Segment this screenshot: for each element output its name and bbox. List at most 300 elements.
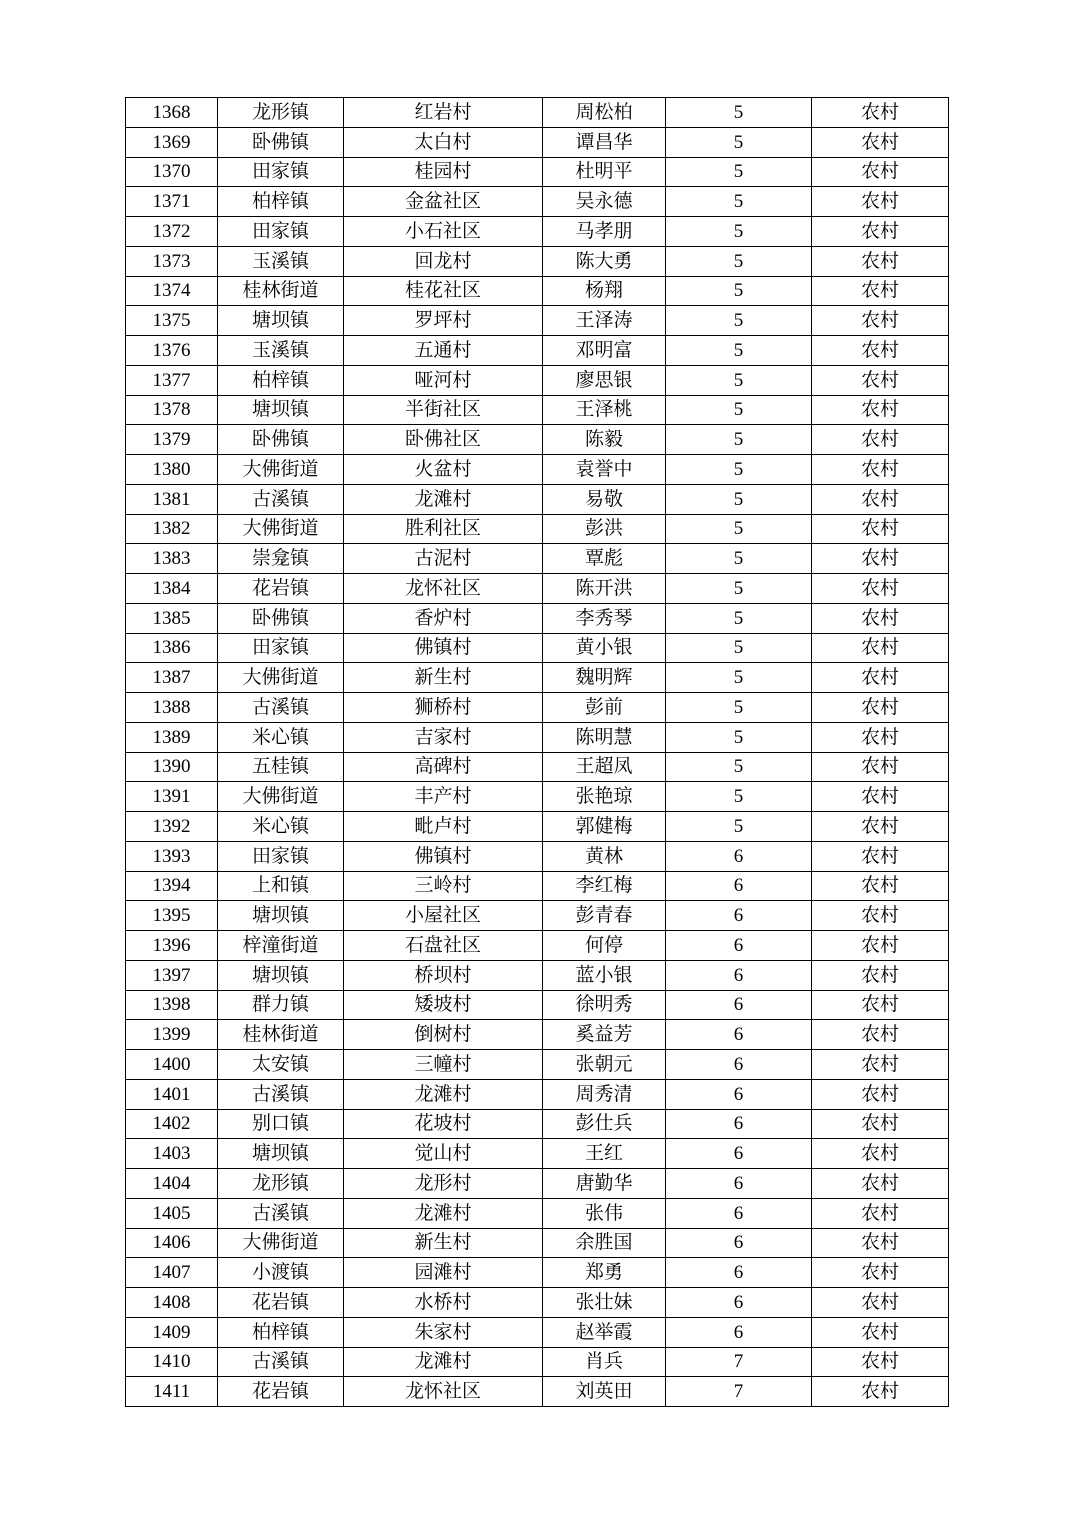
category-cell: 农村 [812, 1288, 949, 1318]
row-number: 1392 [126, 812, 218, 842]
row-number: 1395 [126, 901, 218, 931]
person-name-cell: 徐明秀 [543, 990, 666, 1020]
person-name-cell: 唐勤华 [543, 1169, 666, 1199]
row-number: 1383 [126, 544, 218, 574]
row-number: 1400 [126, 1050, 218, 1080]
village-cell: 桥坝村 [344, 960, 543, 990]
table-row [126, 633, 949, 663]
category-cell: 农村 [812, 1228, 949, 1258]
table-row [126, 336, 949, 366]
village-cell: 吉家村 [344, 722, 543, 752]
row-number: 1406 [126, 1228, 218, 1258]
table-row [126, 1258, 949, 1288]
table-row [126, 306, 949, 336]
level-cell: 5 [666, 365, 812, 395]
village-cell: 龙滩村 [344, 484, 543, 514]
person-name-cell: 邓明富 [543, 336, 666, 366]
category-cell: 农村 [812, 98, 949, 128]
row-number: 1382 [126, 514, 218, 544]
category-cell: 农村 [812, 425, 949, 455]
category-cell: 农村 [812, 306, 949, 336]
village-cell: 丰产村 [344, 782, 543, 812]
person-name-cell: 魏明辉 [543, 663, 666, 693]
level-cell: 5 [666, 603, 812, 633]
level-cell: 5 [666, 574, 812, 604]
level-cell: 5 [666, 752, 812, 782]
table-row [126, 1050, 949, 1080]
township-cell: 古溪镇 [218, 1079, 344, 1109]
table-row [126, 1139, 949, 1169]
table-row [126, 603, 949, 633]
table-row [126, 1169, 949, 1199]
township-cell: 卧佛镇 [218, 127, 344, 157]
table-row [126, 990, 949, 1020]
category-cell: 农村 [812, 931, 949, 961]
row-number: 1396 [126, 931, 218, 961]
table-row [126, 1347, 949, 1377]
row-number: 1378 [126, 395, 218, 425]
level-cell: 6 [666, 960, 812, 990]
row-number: 1390 [126, 752, 218, 782]
person-name-cell: 周秀清 [543, 1079, 666, 1109]
township-cell: 大佛街道 [218, 514, 344, 544]
township-cell: 柏梓镇 [218, 1317, 344, 1347]
person-name-cell: 杨翔 [543, 276, 666, 306]
township-cell: 古溪镇 [218, 693, 344, 723]
person-name-cell: 黄林 [543, 841, 666, 871]
village-cell: 佛镇村 [344, 841, 543, 871]
row-number: 1387 [126, 663, 218, 693]
category-cell: 农村 [812, 365, 949, 395]
township-cell: 米心镇 [218, 812, 344, 842]
person-name-cell: 张壮妹 [543, 1288, 666, 1318]
village-cell: 金盆社区 [344, 187, 543, 217]
level-cell: 7 [666, 1347, 812, 1377]
row-number: 1410 [126, 1347, 218, 1377]
level-cell: 6 [666, 901, 812, 931]
level-cell: 6 [666, 1228, 812, 1258]
township-cell: 桂林街道 [218, 1020, 344, 1050]
township-cell: 龙形镇 [218, 98, 344, 128]
person-name-cell: 张艳琼 [543, 782, 666, 812]
category-cell: 农村 [812, 1050, 949, 1080]
level-cell: 5 [666, 455, 812, 485]
table-row [126, 365, 949, 395]
township-cell: 上和镇 [218, 871, 344, 901]
row-number: 1376 [126, 336, 218, 366]
category-cell: 农村 [812, 901, 949, 931]
township-cell: 小渡镇 [218, 1258, 344, 1288]
village-cell: 佛镇村 [344, 633, 543, 663]
table-row [126, 931, 949, 961]
person-name-cell: 彭洪 [543, 514, 666, 544]
person-name-cell: 陈开洪 [543, 574, 666, 604]
level-cell: 5 [666, 306, 812, 336]
village-cell: 水桥村 [344, 1288, 543, 1318]
row-number: 1411 [126, 1377, 218, 1407]
person-name-cell: 黄小银 [543, 633, 666, 663]
row-number: 1407 [126, 1258, 218, 1288]
row-number: 1404 [126, 1169, 218, 1199]
person-name-cell: 王红 [543, 1139, 666, 1169]
person-name-cell: 刘英田 [543, 1377, 666, 1407]
row-number: 1374 [126, 276, 218, 306]
village-cell: 太白村 [344, 127, 543, 157]
township-cell: 别口镇 [218, 1109, 344, 1139]
township-cell: 大佛街道 [218, 1228, 344, 1258]
row-number: 1405 [126, 1198, 218, 1228]
village-cell: 石盘社区 [344, 931, 543, 961]
person-name-cell: 陈明慧 [543, 722, 666, 752]
category-cell: 农村 [812, 544, 949, 574]
table-row [126, 484, 949, 514]
row-number: 1398 [126, 990, 218, 1020]
level-cell: 6 [666, 1258, 812, 1288]
category-cell: 农村 [812, 574, 949, 604]
category-cell: 农村 [812, 1198, 949, 1228]
category-cell: 农村 [812, 484, 949, 514]
row-number: 1408 [126, 1288, 218, 1318]
row-number: 1388 [126, 693, 218, 723]
category-cell: 农村 [812, 127, 949, 157]
person-name-cell: 陈毅 [543, 425, 666, 455]
row-number: 1401 [126, 1079, 218, 1109]
township-cell: 古溪镇 [218, 1347, 344, 1377]
township-cell: 桂林街道 [218, 276, 344, 306]
category-cell: 农村 [812, 1347, 949, 1377]
township-cell: 古溪镇 [218, 484, 344, 514]
category-cell: 农村 [812, 871, 949, 901]
category-cell: 农村 [812, 990, 949, 1020]
village-cell: 古泥村 [344, 544, 543, 574]
level-cell: 6 [666, 1020, 812, 1050]
row-number: 1381 [126, 484, 218, 514]
row-number: 1399 [126, 1020, 218, 1050]
township-cell: 卧佛镇 [218, 603, 344, 633]
person-name-cell: 周松柏 [543, 98, 666, 128]
table-row [126, 187, 949, 217]
table-row [126, 455, 949, 485]
village-cell: 矮坡村 [344, 990, 543, 1020]
person-name-cell: 王泽桃 [543, 395, 666, 425]
township-cell: 柏梓镇 [218, 187, 344, 217]
person-name-cell: 何停 [543, 931, 666, 961]
table-row [126, 752, 949, 782]
table-row [126, 246, 949, 276]
township-cell: 龙形镇 [218, 1169, 344, 1199]
township-cell: 群力镇 [218, 990, 344, 1020]
township-cell: 田家镇 [218, 633, 344, 663]
township-cell: 卧佛镇 [218, 425, 344, 455]
category-cell: 农村 [812, 1258, 949, 1288]
village-cell: 龙怀社区 [344, 574, 543, 604]
person-name-cell: 张朝元 [543, 1050, 666, 1080]
level-cell: 5 [666, 544, 812, 574]
village-cell: 五通村 [344, 336, 543, 366]
level-cell: 6 [666, 990, 812, 1020]
person-name-cell: 肖兵 [543, 1347, 666, 1377]
table-row [126, 1020, 949, 1050]
level-cell: 6 [666, 841, 812, 871]
village-cell: 倒树村 [344, 1020, 543, 1050]
level-cell: 5 [666, 187, 812, 217]
category-cell: 农村 [812, 1169, 949, 1199]
row-number: 1397 [126, 960, 218, 990]
row-number: 1403 [126, 1139, 218, 1169]
level-cell: 6 [666, 1169, 812, 1199]
table-row [126, 157, 949, 187]
level-cell: 6 [666, 1139, 812, 1169]
township-cell: 田家镇 [218, 841, 344, 871]
village-cell: 三岭村 [344, 871, 543, 901]
category-cell: 农村 [812, 1079, 949, 1109]
level-cell: 6 [666, 931, 812, 961]
township-cell: 柏梓镇 [218, 365, 344, 395]
roster-table [125, 97, 949, 1407]
township-cell: 玉溪镇 [218, 336, 344, 366]
township-cell: 田家镇 [218, 217, 344, 247]
category-cell: 农村 [812, 246, 949, 276]
row-number: 1402 [126, 1109, 218, 1139]
township-cell: 塘坝镇 [218, 960, 344, 990]
table-row [126, 1317, 949, 1347]
village-cell: 哑河村 [344, 365, 543, 395]
village-cell: 朱家村 [344, 1317, 543, 1347]
category-cell: 农村 [812, 841, 949, 871]
person-name-cell: 马孝朋 [543, 217, 666, 247]
township-cell: 玉溪镇 [218, 246, 344, 276]
person-name-cell: 吴永德 [543, 187, 666, 217]
level-cell: 6 [666, 1079, 812, 1109]
village-cell: 胜利社区 [344, 514, 543, 544]
village-cell: 新生村 [344, 1228, 543, 1258]
table-row [126, 1377, 949, 1407]
level-cell: 6 [666, 1288, 812, 1318]
village-cell: 龙怀社区 [344, 1377, 543, 1407]
row-number: 1371 [126, 187, 218, 217]
person-name-cell: 郑勇 [543, 1258, 666, 1288]
person-name-cell: 余胜国 [543, 1228, 666, 1258]
level-cell: 5 [666, 157, 812, 187]
township-cell: 塘坝镇 [218, 306, 344, 336]
level-cell: 5 [666, 722, 812, 752]
table-row [126, 841, 949, 871]
level-cell: 7 [666, 1377, 812, 1407]
village-cell: 小屋社区 [344, 901, 543, 931]
table-row [126, 663, 949, 693]
category-cell: 农村 [812, 752, 949, 782]
village-cell: 毗卢村 [344, 812, 543, 842]
township-cell: 塘坝镇 [218, 901, 344, 931]
category-cell: 农村 [812, 1109, 949, 1139]
township-cell: 太安镇 [218, 1050, 344, 1080]
level-cell: 5 [666, 217, 812, 247]
village-cell: 小石社区 [344, 217, 543, 247]
category-cell: 农村 [812, 1377, 949, 1407]
person-name-cell: 彭仕兵 [543, 1109, 666, 1139]
township-cell: 大佛街道 [218, 663, 344, 693]
table-row [126, 1228, 949, 1258]
table-row [126, 217, 949, 247]
category-cell: 农村 [812, 663, 949, 693]
row-number: 1409 [126, 1317, 218, 1347]
category-cell: 农村 [812, 782, 949, 812]
person-name-cell: 赵举霞 [543, 1317, 666, 1347]
roster-table-body [126, 98, 949, 1407]
level-cell: 6 [666, 871, 812, 901]
person-name-cell: 王超凤 [543, 752, 666, 782]
table-row [126, 127, 949, 157]
village-cell: 觉山村 [344, 1139, 543, 1169]
person-name-cell: 彭青春 [543, 901, 666, 931]
village-cell: 三幢村 [344, 1050, 543, 1080]
level-cell: 5 [666, 633, 812, 663]
village-cell: 回龙村 [344, 246, 543, 276]
level-cell: 6 [666, 1050, 812, 1080]
category-cell: 农村 [812, 633, 949, 663]
level-cell: 5 [666, 246, 812, 276]
table-row [126, 812, 949, 842]
level-cell: 5 [666, 812, 812, 842]
table-row [126, 425, 949, 455]
level-cell: 6 [666, 1198, 812, 1228]
township-cell: 米心镇 [218, 722, 344, 752]
row-number: 1368 [126, 98, 218, 128]
level-cell: 6 [666, 1109, 812, 1139]
table-row [126, 1109, 949, 1139]
township-cell: 花岩镇 [218, 1288, 344, 1318]
row-number: 1389 [126, 722, 218, 752]
person-name-cell: 奚益芳 [543, 1020, 666, 1050]
row-number: 1377 [126, 365, 218, 395]
township-cell: 崇龛镇 [218, 544, 344, 574]
table-row [126, 1288, 949, 1318]
person-name-cell: 李秀琴 [543, 603, 666, 633]
table-row [126, 782, 949, 812]
level-cell: 6 [666, 1317, 812, 1347]
township-cell: 田家镇 [218, 157, 344, 187]
category-cell: 农村 [812, 812, 949, 842]
table-row [126, 960, 949, 990]
person-name-cell: 郭健梅 [543, 812, 666, 842]
person-name-cell: 陈大勇 [543, 246, 666, 276]
table-row [126, 1198, 949, 1228]
township-cell: 大佛街道 [218, 782, 344, 812]
township-cell: 塘坝镇 [218, 1139, 344, 1169]
village-cell: 火盆村 [344, 455, 543, 485]
row-number: 1394 [126, 871, 218, 901]
row-number: 1373 [126, 246, 218, 276]
person-name-cell: 谭昌华 [543, 127, 666, 157]
category-cell: 农村 [812, 514, 949, 544]
table-row [126, 544, 949, 574]
person-name-cell: 杜明平 [543, 157, 666, 187]
category-cell: 农村 [812, 1020, 949, 1050]
level-cell: 5 [666, 663, 812, 693]
township-cell: 五桂镇 [218, 752, 344, 782]
village-cell: 龙滩村 [344, 1079, 543, 1109]
level-cell: 5 [666, 484, 812, 514]
township-cell: 花岩镇 [218, 574, 344, 604]
township-cell: 古溪镇 [218, 1198, 344, 1228]
level-cell: 5 [666, 693, 812, 723]
category-cell: 农村 [812, 1139, 949, 1169]
person-name-cell: 易敬 [543, 484, 666, 514]
table-row [126, 722, 949, 752]
row-number: 1384 [126, 574, 218, 604]
row-number: 1375 [126, 306, 218, 336]
table-row [126, 901, 949, 931]
township-cell: 塘坝镇 [218, 395, 344, 425]
village-cell: 桂花社区 [344, 276, 543, 306]
level-cell: 5 [666, 514, 812, 544]
table-row [126, 395, 949, 425]
category-cell: 农村 [812, 395, 949, 425]
table-row [126, 693, 949, 723]
category-cell: 农村 [812, 187, 949, 217]
village-cell: 红岩村 [344, 98, 543, 128]
level-cell: 5 [666, 276, 812, 306]
row-number: 1386 [126, 633, 218, 663]
table-row [126, 276, 949, 306]
category-cell: 农村 [812, 336, 949, 366]
level-cell: 5 [666, 395, 812, 425]
row-number: 1369 [126, 127, 218, 157]
category-cell: 农村 [812, 217, 949, 247]
person-name-cell: 李红梅 [543, 871, 666, 901]
level-cell: 5 [666, 336, 812, 366]
level-cell: 5 [666, 127, 812, 157]
person-name-cell: 蓝小银 [543, 960, 666, 990]
township-cell: 花岩镇 [218, 1377, 344, 1407]
village-cell: 新生村 [344, 663, 543, 693]
category-cell: 农村 [812, 455, 949, 485]
table-row [126, 514, 949, 544]
level-cell: 5 [666, 98, 812, 128]
person-name-cell: 彭前 [543, 693, 666, 723]
table-row [126, 98, 949, 128]
row-number: 1380 [126, 455, 218, 485]
table-row [126, 574, 949, 604]
village-cell: 罗坪村 [344, 306, 543, 336]
category-cell: 农村 [812, 157, 949, 187]
person-name-cell: 王泽涛 [543, 306, 666, 336]
person-name-cell: 张伟 [543, 1198, 666, 1228]
township-cell: 梓潼街道 [218, 931, 344, 961]
village-cell: 龙滩村 [344, 1198, 543, 1228]
category-cell: 农村 [812, 693, 949, 723]
village-cell: 狮桥村 [344, 693, 543, 723]
village-cell: 香炉村 [344, 603, 543, 633]
village-cell: 园滩村 [344, 1258, 543, 1288]
table-row [126, 1079, 949, 1109]
category-cell: 农村 [812, 960, 949, 990]
row-number: 1393 [126, 841, 218, 871]
person-name-cell: 廖思银 [543, 365, 666, 395]
row-number: 1391 [126, 782, 218, 812]
row-number: 1379 [126, 425, 218, 455]
category-cell: 农村 [812, 276, 949, 306]
township-cell: 大佛街道 [218, 455, 344, 485]
level-cell: 5 [666, 782, 812, 812]
row-number: 1370 [126, 157, 218, 187]
village-cell: 卧佛社区 [344, 425, 543, 455]
village-cell: 高碑村 [344, 752, 543, 782]
row-number: 1372 [126, 217, 218, 247]
village-cell: 龙形村 [344, 1169, 543, 1199]
category-cell: 农村 [812, 603, 949, 633]
village-cell: 龙滩村 [344, 1347, 543, 1377]
